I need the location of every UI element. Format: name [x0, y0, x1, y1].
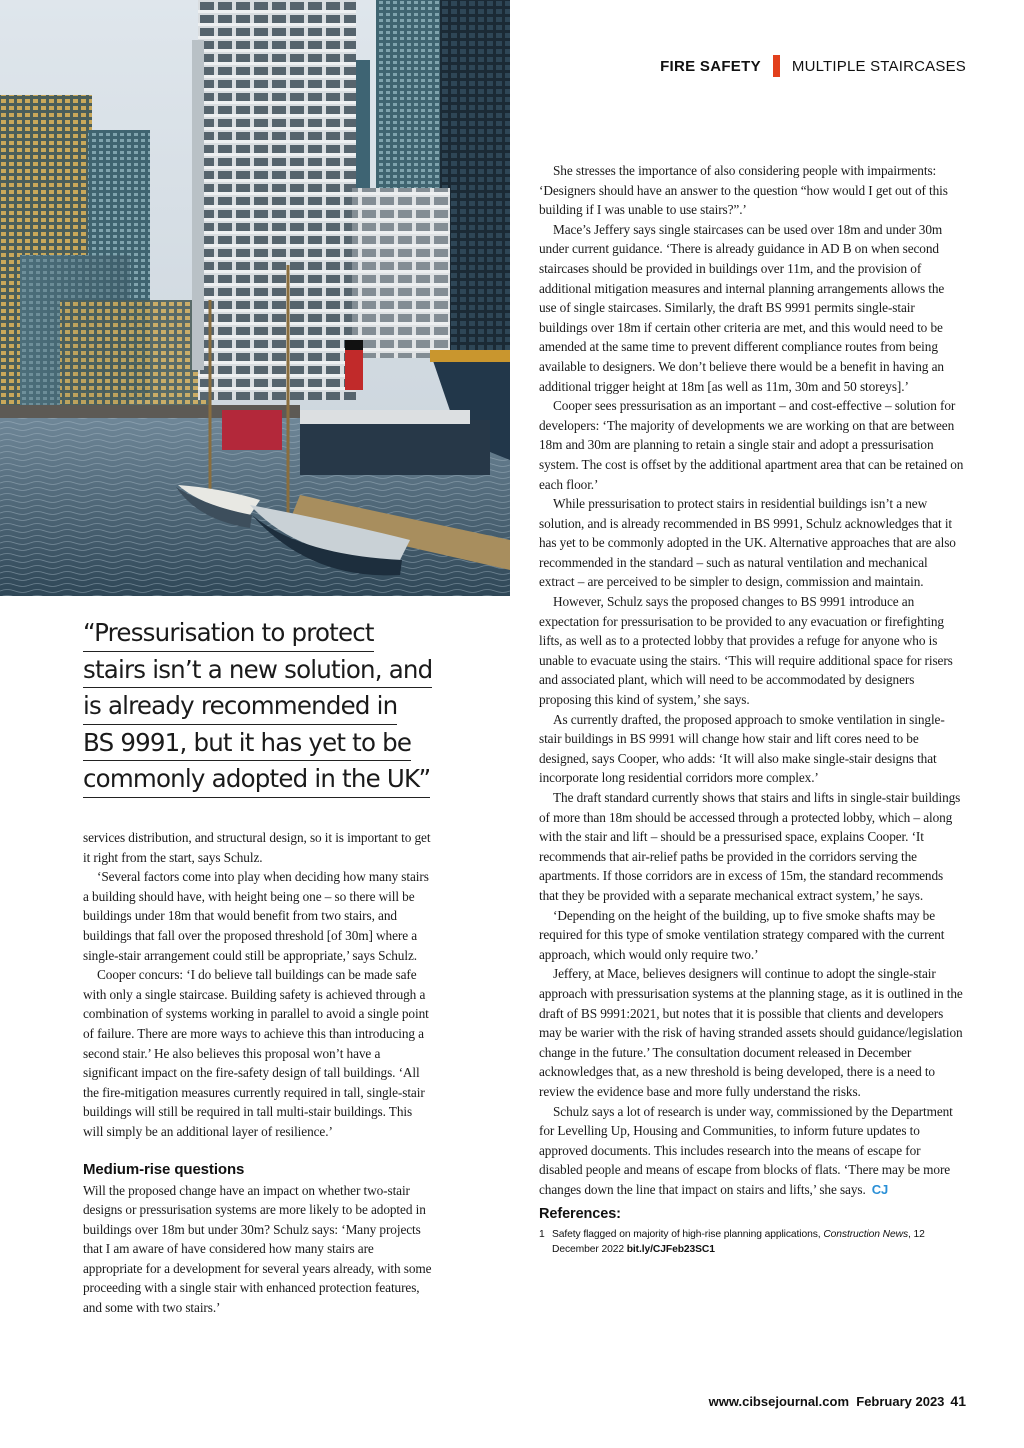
body-paragraph: Cooper sees pressurisation as an important – and cost-effective – solution for developers: ‘The majority of developments we are working on that are between 18m and 30m are planning to retain a single stair and adopt a pressurisation system. The cost is offset by the additional apartment area that can be retained on each floor.’: [539, 398, 964, 492]
body-paragraph-last: [539, 1102, 964, 1200]
body-paragraph: She stresses the importance of also considering people with impairments: ‘Designers should have an answer to the question “how would I get out of this building if I was unable to use stairs?”.’: [539, 163, 948, 218]
reference-number: 1: [539, 1229, 545, 1241]
page-number: 41: [950, 1393, 966, 1409]
subheading: Medium-rise questions: [83, 1160, 245, 1178]
body-paragraph: Jeffery, at Mace, believes designers will continue to adopt the single-stair approach with pressurisation systems at the planning stage, as it is outlined in the draft of BS 9991:2021, but notes that it is possible that clients and developers may be warier with the risk of having stranded assets should guidance/legislation change in the future.’ The consultation document released in December acknowledges that, as a new threshold is being developed, there is a need to review the evidence base and more fully understand the risks.: [539, 966, 963, 1099]
pull-quote-line: BS 9991, but it has yet to be: [83, 725, 411, 762]
section-label: FIRE SAFETY: [660, 57, 761, 75]
right-column: [539, 161, 964, 1257]
end-mark: CJ: [871, 1181, 889, 1197]
body-paragraph: Will the proposed change have an impact on whether two-stair designs or pressurisation systems are more likely to be adopted in buildings over 18m but under 30m? Schulz says: ‘Many projects that I am aware of have considered how many stairs are appropriate for a development for several years already, with some proceeding with a single stair with enhanced protection features, and some with two stairs.’: [83, 1182, 432, 1316]
pull-quote-line: “Pressurisation to protect: [83, 615, 374, 652]
reference-source: Construction News: [823, 1229, 909, 1241]
reference-item: [539, 1227, 964, 1257]
topic-label: MULTIPLE STAIRCASES: [791, 57, 966, 75]
running-header: [660, 55, 966, 77]
pull-quote-line: commonly adopted in the UK”: [83, 761, 430, 798]
body-paragraph: ‘Several factors come into play when deciding how many stairs a building should have, with height being one – so there will be buildings under 18m that would benefit from two stairs, and buildings that fall over the proposed threshold [of 30m] where a single-stair arrangement could still be appropriate,’ says Schulz.: [83, 869, 429, 963]
header-divider: [773, 55, 780, 77]
pull-quote-line: stairs isn’t a new solution, and: [83, 652, 432, 689]
body-paragraph: The draft standard currently shows that stairs and lifts in single-stair buildings of more than 18m should be accessed through a protected lobby, which – along with the stair and lift – should be a pressurised space, explains Cooper. ‘It recommends that air-relief paths be provided in the corridors serving the apartments. If those corridors are in excess of 15m, the standard recommends that they be provided with a separate mechanical extract system,’ he says.: [539, 790, 961, 903]
body-paragraph: However, Schulz says the proposed changes to BS 9991 introduce an expectation for pressurisation to be provided to any evacuation or firefighting lifts, as well as to a protected lobby that provides a refuge for anyone who is unable to evacuate using the stairs. ‘This will require additional space for risers and associated plant, which will need to be accommodated by designers proposing this kind of system,’ she says.: [539, 594, 953, 708]
reference-date: , 12 December 2022: [552, 1229, 925, 1256]
references-heading: References:: [539, 1206, 621, 1223]
pull-quote: [83, 615, 433, 798]
body-paragraph: services distribution, and structural design, so it is important to get it right from the start, says Schulz.: [83, 830, 431, 865]
left-column: [83, 828, 433, 1318]
pull-quote-line: is already recommended in: [83, 688, 397, 725]
body-paragraph: As currently drafted, the proposed approach to smoke ventilation in single-stair buildings in BS 9991 will change how stair and lift cores need to be designed, says Cooper, who adds: ‘It will also make single-stair designs that incorporate long residential corridors more complex.’: [539, 711, 945, 786]
footer-issue: February 2023: [856, 1394, 945, 1409]
page-footer: [709, 1393, 966, 1409]
body-paragraph: ‘Depending on the height of the building, up to five smoke shafts may be required for this type of smoke ventilation strategy compared with the current approach, which would only require two.’: [539, 907, 945, 962]
body-paragraph: Cooper concurs: ‘I do believe tall buildings can be made safe with only a single staircase. Building safety is achieved through a combination of systems working in parallel to avoid a single point of failure. There are more ways to achieve this than introducing a second stair.’ He also believes this proposal won’t have a significant impact on the fire-safety design of tall buildings. ‘All the fire-mitigation measures currently required in tall, single-stair buildings will still be required in tall multi-stair buildings. This will simply be an additional layer of resilience.’: [83, 967, 429, 1139]
city-waterfront-photo: [0, 0, 510, 596]
body-paragraph: Mace’s Jeffery says single staircases can be used over 18m and under 30m under current guidance. ‘There is already guidance in AD B on when second staircases should be provided in buildings over 11m, and the provision of additional mitigation measures and internal planning arrangements allows the use of single staircases. Similarly, the draft BS 9991 permits single-stair buildings over 18m if certain other criteria are met, and this would need to be amended at the same time to prevent different compliance routes from being available to designers. We don’t believe there would be a benefit in having an additional trigger height at 18m [as well as 11m, 30m and 50 storeys].’: [539, 221, 945, 394]
body-paragraph: While pressurisation to protect stairs in residential buildings isn’t a new solution, and is already recommended in BS 9991, Schulz acknowledges that it has yet to be commonly adopted in the UK. Alternative approaches that are also recommended in the standard – such as natural ventilation and mechanical extract – are perceived to be simpler to design, commission and maintain.: [539, 496, 956, 590]
footer-site[interactable]: www.cibsejournal.com: [708, 1394, 850, 1409]
reference-title: Safety flagged on majority of high-rise planning applications,: [552, 1229, 824, 1241]
reference-link[interactable]: bit.ly/CJFeb23SC1: [626, 1244, 715, 1256]
last-paragraph-text: Schulz says a lot of research is under way, commissioned by the Department for Levelling Up, Housing and Communities, to inform future updates to approved documents. This includes research into the means of escape for disabled people and means of escape from blocks of flats. ‘There may be more changes down the line that impact on stairs and lifts,’ she says.: [539, 1103, 953, 1197]
